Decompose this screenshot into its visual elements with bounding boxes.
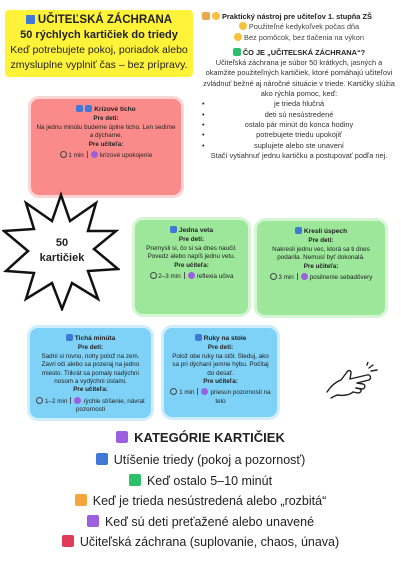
info-heading: ČO JE „UČITEĽSKÁ ZÁCHRANA“? — [202, 48, 396, 58]
card-time: 2–3 min — [158, 273, 181, 281]
card-tag: posilnenie sebadôvery — [309, 274, 373, 282]
card-text: Sadni si rovno, nohy polož na zem. Zavri oči alebo sa pozeraj na jedno miesto. Trikrát sa pomaly nadýchni nosom a vydýchni ústami. — [41, 352, 140, 386]
title-line-3: Keď potrebujete pokoj, poriadok alebo zmysluplne vyplniť čas – bez prípravy. — [10, 44, 188, 71]
card-label-kids: Pre deti: — [178, 236, 205, 244]
pointing-hand-icon — [212, 12, 220, 20]
tag-icon — [188, 272, 195, 279]
divider — [184, 272, 185, 279]
category-item: Keď je trieda nesústredená alebo „rozbitá“ — [0, 491, 401, 512]
card-meta — [169, 388, 272, 406]
category-item: Utíšenie triedy (pokoj a pozornosť) — [0, 450, 401, 471]
categories-heading: KATEGÓRIE KARTIČIEK — [0, 428, 401, 448]
blue-square-icon — [195, 334, 202, 341]
blue-square-icon — [96, 453, 108, 465]
card-label-teacher: Pre učiteľa: — [174, 261, 209, 269]
blue-square-icon — [170, 226, 177, 233]
card-text: Nakresli jednu vec, ktorá sa ti dnes podarila. Nemusí byť dokonalá. — [272, 245, 370, 262]
info-column — [202, 12, 396, 161]
blue-square-icon — [85, 105, 92, 112]
title-line-2: 50 rýchlych kartičiek do triedy — [20, 29, 178, 41]
tag-icon — [74, 397, 81, 404]
card-tag: priesun pozornosti na telo — [210, 389, 271, 405]
card-meta — [35, 397, 146, 415]
category-item: Učiteľská záchrana (suplovanie, chaos, únava) — [0, 532, 401, 553]
card-label-kids: Pre deti: — [207, 344, 234, 352]
card-ruky-na-stole — [164, 328, 277, 417]
card-meta — [140, 272, 243, 281]
divider — [87, 151, 88, 158]
clock-icon — [60, 151, 67, 158]
card-krizove-ticho — [31, 99, 181, 195]
categories-section — [0, 428, 401, 553]
info-paragraph: Učiteľská záchrana je súbor 50 krátkych, jasných a okamžite použiteľných kartičiek, ktoré pomáhajú učiteľovi zvládnuť bežné aj náročné situácie v triede. Kartičky slúžia ako rýchla pomoc, keď: — [203, 58, 395, 99]
tag-icon — [201, 388, 208, 395]
card-label-kids: Pre deti: — [93, 115, 119, 123]
card-jedna-veta — [135, 220, 248, 314]
card-title: Tichá minúta — [35, 334, 146, 343]
list-item: • potrebujete triedu upokojiť — [202, 130, 396, 140]
title-line-1: UČITEĽSKÁ ZÁCHRANA — [9, 13, 189, 28]
green-square-icon — [129, 474, 141, 486]
burst-label: 50 kartičiek — [39, 237, 85, 264]
orange-square-icon — [75, 494, 87, 506]
blue-square-icon — [76, 105, 83, 112]
card-title: Kresli úspech — [262, 227, 380, 236]
info-sub-2: Bez pomôcok, bez tlačenia na výkon — [202, 33, 396, 43]
purple-square-icon — [116, 431, 128, 443]
list-item: • ostalo pár minút do konca hodiny — [202, 120, 396, 130]
card-title: Krízové ticho — [36, 105, 176, 114]
red-square-icon — [62, 535, 74, 547]
card-meta — [36, 151, 176, 160]
card-ticha-minuta — [30, 328, 151, 418]
clock-icon — [270, 273, 277, 280]
blue-square-icon — [295, 227, 302, 234]
card-label-teacher: Pre učiteľa: — [88, 140, 124, 148]
card-label-teacher: Pre učiteľa: — [303, 262, 339, 270]
tag-icon — [301, 273, 308, 280]
card-kresli-uspech — [257, 221, 385, 315]
card-time: 3 min — [278, 274, 294, 282]
divider — [197, 388, 198, 395]
card-label-kids: Pre deti: — [308, 237, 334, 245]
card-text: Na jednu minútu budeme úplne ticho. Len sedíme a dýchame. — [36, 123, 176, 140]
card-tag: reflexia učiva — [196, 273, 234, 281]
list-item: • suplujete alebo ste unavení — [202, 141, 396, 151]
list-item: • je trieda hlučná — [202, 99, 396, 109]
clock-icon — [150, 272, 157, 279]
card-text: Premysli si, čo si sa dnes naučil. Povedz alebo napíš jednu vetu. — [146, 244, 237, 261]
green-square-icon — [233, 48, 241, 56]
divider — [297, 273, 298, 280]
card-text: Polož obe ruky na stôl. Sleduj, ako sa pri dýchaní jemne hýbu. Počítaj do desať. — [172, 352, 269, 377]
category-item: Keď sú deti preťažené alebo unavené — [0, 512, 401, 533]
info-bullets — [202, 99, 396, 150]
pointing-hand-sketch-icon — [323, 362, 379, 400]
category-item: Keď ostalo 5–10 minút — [0, 471, 401, 492]
card-time: 1 min — [68, 152, 84, 160]
card-label-teacher: Pre učiteľa: — [203, 378, 238, 386]
clock-icon — [36, 397, 43, 404]
blue-square-icon — [66, 334, 73, 341]
pointing-hand-icon — [239, 22, 247, 30]
info-sub-1: Použiteľné kedykoľvek počas dňa — [202, 22, 396, 32]
tag-icon — [91, 151, 98, 158]
card-tag: krízové upokojenie — [99, 152, 153, 160]
card-title: Jedna veta — [140, 226, 243, 235]
card-label-kids: Pre deti: — [77, 344, 104, 352]
list-item: • deti sú nesústredené — [202, 110, 396, 120]
card-title: Ruky na stole — [169, 334, 272, 343]
info-headline: Praktický nástroj pre učiteľov 1. stupňa ZŠ — [202, 12, 396, 22]
card-time: 1–2 min — [45, 397, 68, 405]
info-closing: Stačí vytiahnuť jednu kartičku a postupovať podľa nej. — [210, 150, 388, 160]
title-block — [5, 10, 193, 77]
card-meta — [262, 273, 380, 282]
blue-square-icon — [26, 15, 35, 24]
card-label-teacher: Pre učiteľa: — [73, 386, 108, 394]
pointing-hand-icon — [234, 33, 242, 41]
clock-icon — [170, 388, 177, 395]
box-icon — [202, 12, 210, 20]
divider — [70, 397, 71, 404]
card-time: 1 min — [179, 389, 195, 397]
card-tag: rýchle stíšenie, návrat pozornosti — [75, 397, 145, 414]
purple-square-icon — [87, 515, 99, 527]
